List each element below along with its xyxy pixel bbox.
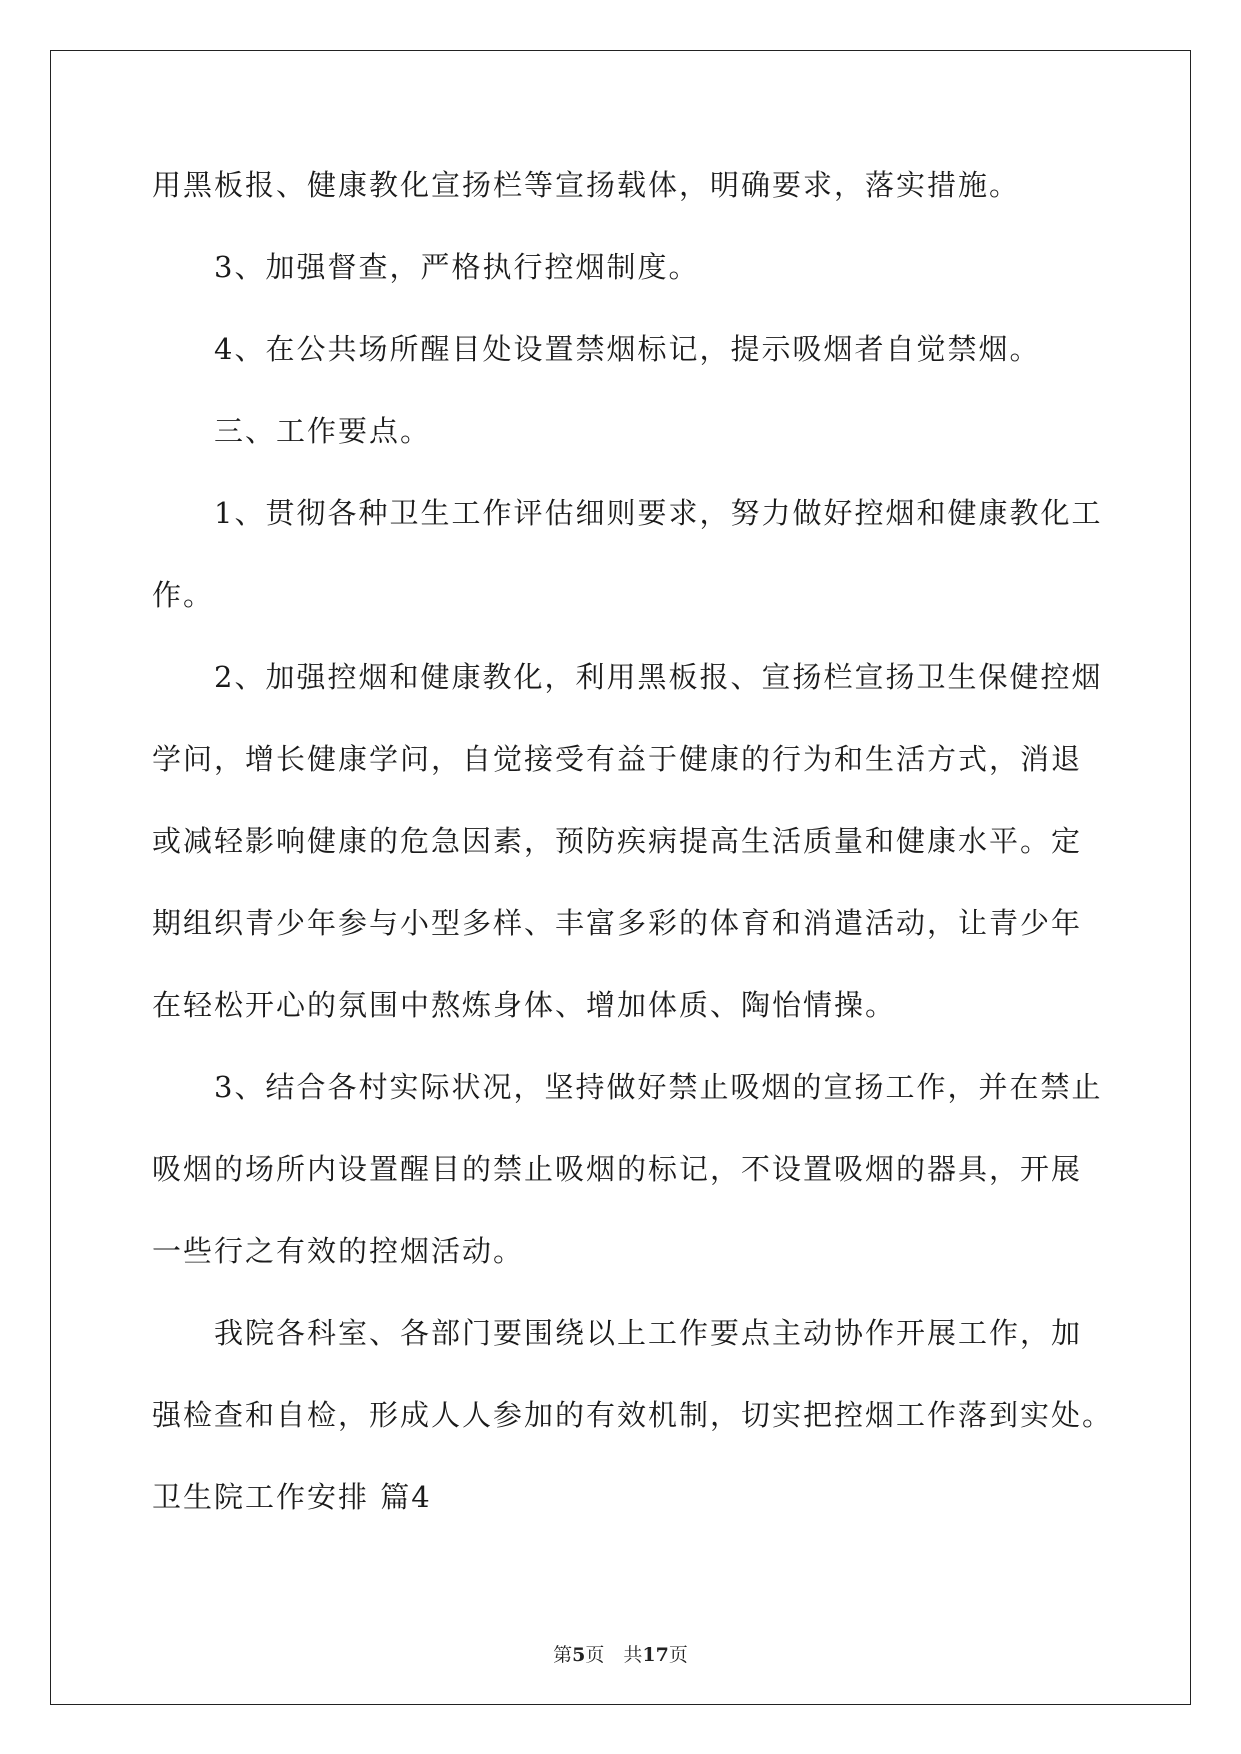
document-body — [152, 164, 1114, 1558]
text-line: 强检查和自检，形成人人参加的有效机制，切实把控烟工作落到实处。 — [152, 1398, 1114, 1432]
footer-prefix: 第 — [553, 1644, 573, 1666]
article-title: 卫生院工作安排 篇4 — [152, 1480, 432, 1514]
page-footer — [0, 1640, 1241, 1667]
text-line: 或减轻影响健康的危急因素，预防疾病提高生活质量和健康水平。定 — [152, 824, 1083, 858]
text-line: 2、加强控烟和健康教化，利用黑板报、宣扬栏宣扬卫生保健控烟 — [152, 660, 1103, 694]
footer-middle: 页 共 — [585, 1644, 643, 1666]
text-line: 3、结合各村实际状况，坚持做好禁止吸烟的宣扬工作，并在禁止 — [152, 1070, 1103, 1104]
total-page-number: 17 — [642, 1644, 669, 1666]
text-line: 作。 — [152, 578, 215, 612]
text-line: 吸烟的场所内设置醒目的禁止吸烟的标记，不设置吸烟的器具，开展 — [152, 1152, 1083, 1186]
text-line: 一些行之有效的控烟活动。 — [152, 1234, 525, 1268]
text-line: 4、在公共场所醒目处设置禁烟标记，提示吸烟者自觉禁烟。 — [152, 332, 1041, 366]
text-line: 3、加强督查，严格执行控烟制度。 — [152, 250, 700, 284]
current-page-number: 5 — [572, 1644, 586, 1666]
section-heading: 三、工作要点。 — [152, 414, 432, 448]
text-line: 期组织青少年参与小型多样、丰富多彩的体育和消遣活动，让青少年 — [152, 906, 1083, 940]
footer-suffix: 页 — [668, 1644, 688, 1666]
text-line: 在轻松开心的氛围中熬炼身体、增加体质、陶怡情操。 — [152, 988, 897, 1022]
text-line: 用黑板报、健康教化宣扬栏等宣扬载体，明确要求，落实措施。 — [152, 168, 1021, 202]
text-line: 学问，增长健康学问，自觉接受有益于健康的行为和生活方式，消退 — [152, 742, 1083, 776]
text-line: 1、贯彻各种卫生工作评估细则要求，努力做好控烟和健康教化工 — [152, 496, 1103, 530]
text-line: 我院各科室、各部门要围绕以上工作要点主动协作开展工作，加 — [152, 1316, 1083, 1350]
